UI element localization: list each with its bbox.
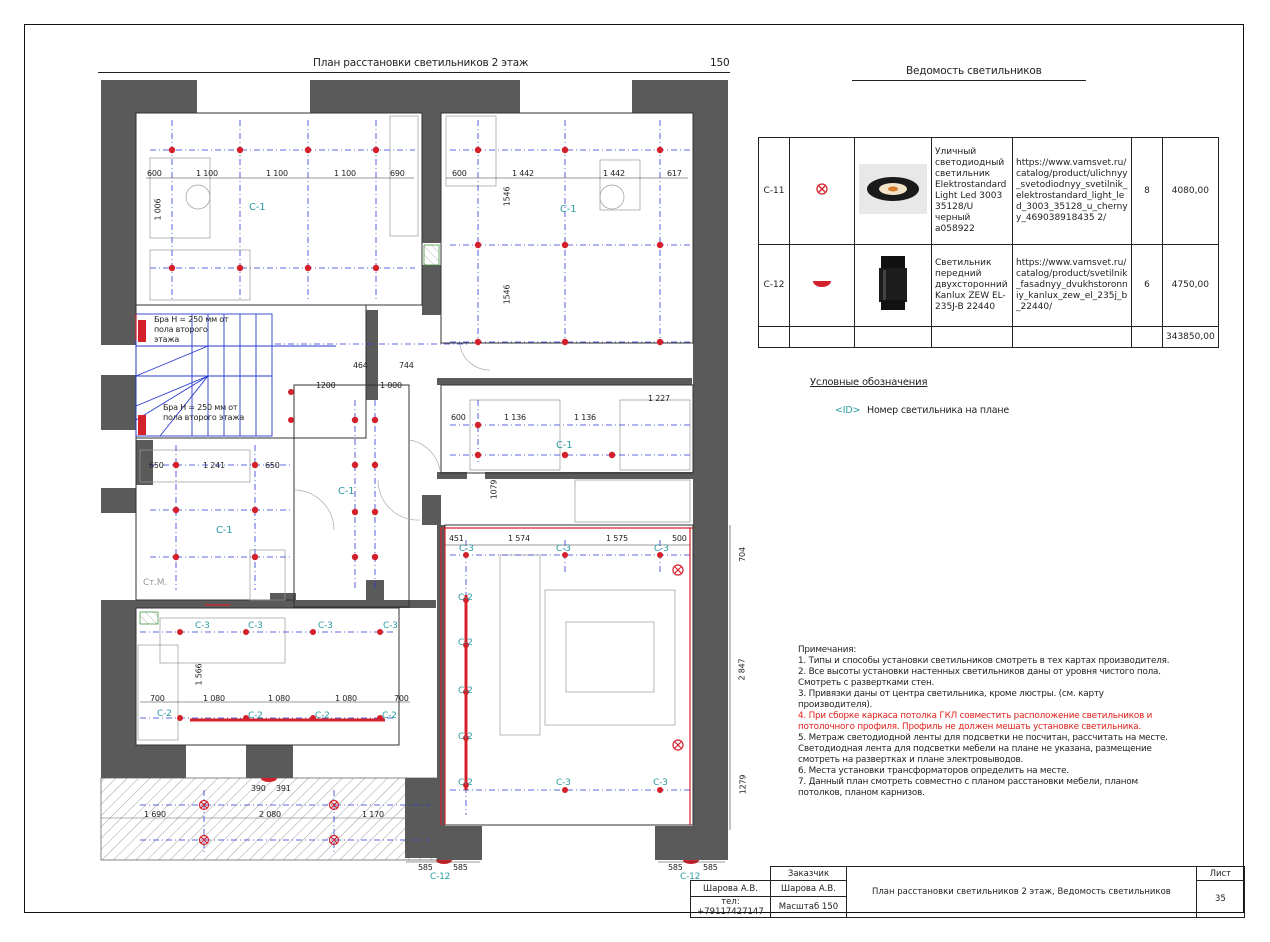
legend-symbol: <ID> bbox=[835, 405, 861, 416]
dim: 2 847 bbox=[737, 658, 747, 681]
dim: 585 bbox=[703, 863, 718, 872]
fixture-symbol bbox=[790, 138, 855, 245]
dim: 744 bbox=[399, 361, 414, 370]
dim: 1 100 bbox=[334, 169, 356, 178]
dim: 390 bbox=[251, 784, 266, 793]
stamp-customer: Шарова А.В. bbox=[770, 881, 846, 897]
label-c2-g: С-2 bbox=[458, 686, 473, 696]
fixture-image bbox=[855, 138, 932, 245]
fixture-price: 4080,00 bbox=[1163, 138, 1219, 245]
stamp-sheet: 35 bbox=[1196, 881, 1244, 918]
fixture-image bbox=[855, 245, 932, 327]
label-c2-e: С-2 bbox=[458, 593, 473, 603]
dim: 600 bbox=[452, 169, 467, 178]
note-item-warning: 4. При сборке каркаса потолка ГКЛ совместить расположение светильников и потолочного профиля. Профиль не должен мешать установке светильника. bbox=[798, 711, 1153, 732]
label-c1-a: С-1 bbox=[249, 202, 266, 213]
dim: 1 000 bbox=[380, 381, 402, 390]
plan-title: План расстановки светильников 2 этаж bbox=[313, 57, 529, 69]
dim: 451 bbox=[449, 534, 464, 543]
label-c1-e: С-1 bbox=[216, 525, 233, 536]
label-c3-b: С-3 bbox=[248, 621, 263, 631]
fixture-schedule bbox=[758, 137, 1219, 348]
notes-title: Примечания: bbox=[798, 645, 857, 655]
dim: 1 100 bbox=[266, 169, 288, 178]
red-outline bbox=[136, 314, 693, 825]
round-downlight-icon bbox=[859, 160, 927, 218]
label-c2-i: С-2 bbox=[458, 778, 473, 788]
label-c2-a: С-2 bbox=[157, 709, 172, 719]
legend-text: Номер светильника на плане bbox=[867, 405, 1010, 416]
floor-plan bbox=[96, 76, 736, 876]
fixture-link[interactable]: https://www.vamsvet.ru/catalog/product/ulichnyy_svetodiodnyy_svetilnik_elektrostandard_light_led_3003_35128_u_chernyy_469038918435 2/ bbox=[1013, 138, 1132, 245]
fixture-price: 4750,00 bbox=[1163, 245, 1219, 327]
fixture-link[interactable]: https://www.vamsvet.ru/catalog/product/svetilnik_fasadnyy_dvukhstoronniy_kanlux_zew_el_235j_b_22440/ bbox=[1013, 245, 1132, 327]
schedule-title: Ведомость светильников bbox=[906, 65, 1042, 77]
dim: 617 bbox=[667, 169, 682, 178]
plan-scale: 150 bbox=[710, 57, 730, 69]
fixture-id: С-11 bbox=[759, 138, 790, 245]
note-item: 6. Места установки трансформаторов определить на месте. bbox=[798, 766, 1069, 776]
dim: 1 566 bbox=[194, 663, 204, 686]
label-c2-c: С-2 bbox=[315, 711, 330, 721]
dim: 650 bbox=[149, 461, 164, 470]
dim: 1 170 bbox=[362, 810, 384, 819]
dim: 1 080 bbox=[335, 694, 357, 703]
dim: 1079 bbox=[489, 479, 499, 500]
stamp-scale-cell bbox=[770, 897, 846, 918]
title-block bbox=[690, 866, 1245, 917]
terrace-hatch bbox=[101, 778, 437, 860]
dim: 1 227 bbox=[648, 394, 670, 403]
dim: 1279 bbox=[738, 774, 748, 795]
note-item: 2. Все высоты установки настенных светильников даны от уровня чистого пола. Смотреть с развертками стен. bbox=[798, 667, 1161, 688]
title-rule bbox=[98, 72, 730, 73]
fixture-qty: 8 bbox=[1132, 138, 1163, 245]
dim: 585 bbox=[453, 863, 468, 872]
note-item: 7. Данный план смотреть совместно с планом расстановки мебели, планом потолков, планом карнизов. bbox=[798, 777, 1138, 798]
fixtures bbox=[169, 147, 663, 793]
dim: 464 bbox=[353, 361, 368, 370]
dim: 700 bbox=[150, 694, 165, 703]
facade-fixture-icon bbox=[812, 279, 832, 289]
stamp-customer-label: Заказчик bbox=[770, 867, 846, 881]
label-c3-i: С-3 bbox=[653, 778, 668, 788]
note-item: 3. Привязки даны от центра светильника, кроме люстры. (см. карту производителя). bbox=[798, 689, 1104, 710]
fixture-qty: 6 bbox=[1132, 245, 1163, 327]
dim: 650 bbox=[265, 461, 280, 470]
label-st: Ст.М. bbox=[143, 578, 168, 588]
dim: 1546 bbox=[502, 186, 512, 207]
bra-note-1: Бра Н = 250 мм от пола второго этажа bbox=[154, 315, 229, 344]
dim: 600 bbox=[147, 169, 162, 178]
table-row bbox=[759, 327, 1219, 348]
notes bbox=[798, 645, 1178, 799]
schedule-total: 343850,00 bbox=[1163, 327, 1219, 348]
note-item: 5. Метраж светодиодной ленты для подсветки не посчитан, рассчитать на месте. Светодиодная лента для подсветки мебели на плане не указана, размещение смотреть на развертках и плане электровыводов. bbox=[798, 733, 1168, 765]
dim: 500 bbox=[672, 534, 687, 543]
fixture-id: С-12 bbox=[759, 245, 790, 327]
fixture-name: Светильник передний двухсторонний Kanlux ZEW EL-235J-B 22440 bbox=[932, 245, 1013, 327]
furniture bbox=[138, 116, 690, 740]
dim: 2 080 bbox=[259, 810, 281, 819]
dim: 1 574 bbox=[508, 534, 530, 543]
label-c3-d: С-3 bbox=[383, 621, 398, 631]
dim: 1 006 bbox=[153, 198, 163, 221]
wall-lamp-icon bbox=[873, 254, 913, 314]
label-c3-g: С-3 bbox=[654, 544, 669, 554]
stamp-scale: 150 bbox=[821, 902, 839, 912]
dim: 1 136 bbox=[504, 413, 526, 422]
outdoor-fixture-icon bbox=[815, 182, 829, 196]
stamp-scale-label: Масштаб bbox=[778, 902, 820, 912]
dim: 1 575 bbox=[606, 534, 628, 543]
bra-note-2: Бра Н = 250 мм от пола второго этажа bbox=[163, 403, 245, 422]
legend-title: Условные обозначения bbox=[810, 377, 928, 388]
dim: 1 241 bbox=[203, 461, 225, 470]
label-c3-f: С-3 bbox=[556, 544, 571, 554]
dim: 1 080 bbox=[203, 694, 225, 703]
fixture-name: Уличный светодиодный светильник Elektrostandard Light Led 3003 35128/U черный a058922 bbox=[932, 138, 1013, 245]
dim: 391 bbox=[276, 784, 291, 793]
stamp-designer: Шарова А.В. bbox=[691, 881, 771, 897]
dim: 704 bbox=[737, 547, 747, 562]
label-c12-b: С-12 bbox=[680, 872, 701, 882]
dim: 585 bbox=[418, 863, 433, 872]
dim: 585 bbox=[668, 863, 683, 872]
stamp-phone: тел: +79117427147 bbox=[691, 897, 771, 918]
dim: 1 690 bbox=[144, 810, 166, 819]
dim: 1 100 bbox=[196, 169, 218, 178]
label-c2-d: С-2 bbox=[382, 711, 397, 721]
dim: 1 136 bbox=[574, 413, 596, 422]
label-c2-h: С-2 bbox=[458, 732, 473, 742]
dim: 1 080 bbox=[268, 694, 290, 703]
label-c2-f: С-2 bbox=[458, 638, 473, 648]
dim: 700 bbox=[394, 694, 409, 703]
schedule-rule bbox=[852, 80, 1086, 81]
stamp-title: План расстановки светильников 2 этаж, Ведомость светильников bbox=[847, 867, 1197, 918]
fixture-symbol bbox=[790, 245, 855, 327]
dim: 1 442 bbox=[603, 169, 625, 178]
note-item: 1. Типы и способы установки светильников смотреть в тех картах производителя. bbox=[798, 656, 1170, 666]
dim: 600 bbox=[451, 413, 466, 422]
label-c1-b: С-1 bbox=[560, 204, 577, 215]
dim: 1200 bbox=[316, 381, 336, 390]
label-c2-b: С-2 bbox=[248, 711, 263, 721]
label-c12-a: С-12 bbox=[430, 872, 451, 882]
stamp-sheet-label: Лист bbox=[1196, 867, 1244, 881]
label-c1-c: С-1 bbox=[556, 440, 573, 451]
table-row bbox=[759, 138, 1219, 245]
table-row bbox=[759, 245, 1219, 327]
dim: 1546 bbox=[502, 284, 512, 305]
label-c3-e: С-3 bbox=[459, 544, 474, 554]
dim: 1 442 bbox=[512, 169, 534, 178]
label-c3-c: С-3 bbox=[318, 621, 333, 631]
label-c1-d: С-1 bbox=[338, 486, 355, 497]
dim: 690 bbox=[390, 169, 405, 178]
label-c3-a: С-3 bbox=[195, 621, 210, 631]
label-c3-h: С-3 bbox=[556, 778, 571, 788]
